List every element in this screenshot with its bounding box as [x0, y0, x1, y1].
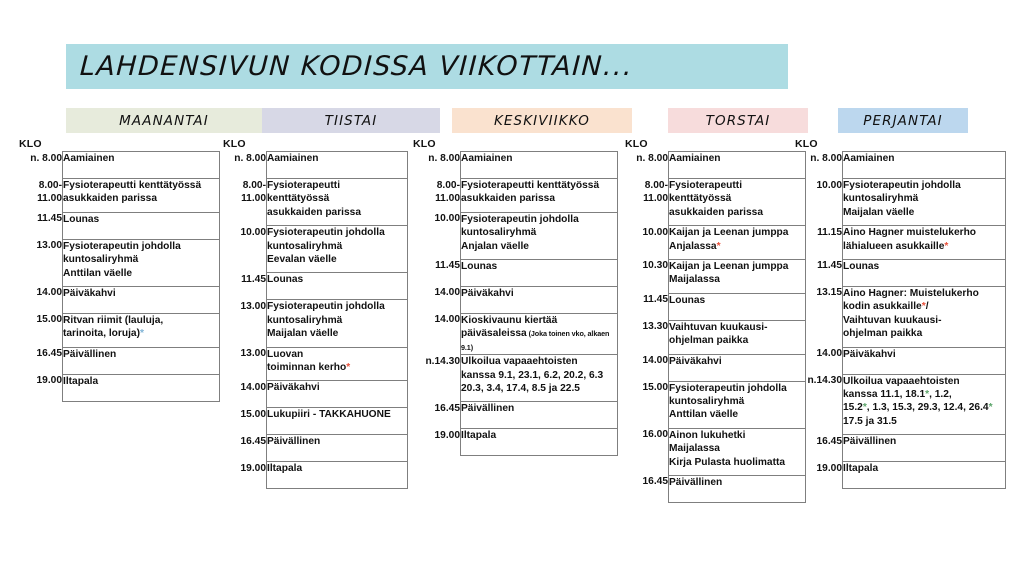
- schedule-row: [18, 347, 220, 374]
- activity-line: Aino Hagner: Muistelukerho: [843, 287, 979, 299]
- schedule-activity: [63, 179, 220, 213]
- schedule-row: [222, 273, 408, 300]
- schedule-time: 15.00: [240, 408, 266, 420]
- activity-line: Päiväkahvi: [63, 287, 116, 299]
- activity-line: asukkaiden parissa: [63, 193, 158, 205]
- activity-line: Päiväkahvi: [669, 355, 722, 367]
- schedule-time: 11.45: [643, 294, 668, 306]
- activity-line: Luovan: [267, 348, 304, 360]
- schedule-time: n. 8.00: [428, 152, 460, 164]
- schedule-activity: [461, 152, 618, 179]
- activity-line: lähialueen asukkaille*: [843, 240, 949, 252]
- schedule-activity: [461, 429, 618, 456]
- activity-line: Aamiainen: [669, 153, 721, 164]
- schedule-time: 10.30: [642, 260, 668, 272]
- activity-line: Päivällinen: [843, 436, 897, 448]
- klo-label-keskiviikko: KLO: [413, 138, 436, 150]
- schedule-time: 11.45: [37, 213, 62, 225]
- schedule-row: [624, 381, 806, 428]
- schedule-activity: [843, 179, 1006, 226]
- activity-line: kuntosaliryhmä: [267, 240, 343, 252]
- schedule-time: 11.15: [817, 226, 842, 238]
- schedule-activity: [63, 313, 220, 347]
- activity-line: Päivällinen: [461, 403, 515, 415]
- activity-line: Aamiainen: [843, 153, 895, 164]
- schedule-activity: [843, 374, 1006, 435]
- schedule-time: n.14.30: [425, 355, 460, 367]
- activity-line: Ulkoilua vapaaehtoisten: [461, 356, 578, 368]
- activity-line: Fysioterapeutti: [267, 180, 341, 191]
- schedule-time: 13.30: [642, 321, 668, 333]
- schedule-activity: [267, 381, 408, 408]
- activity-line: Aamiainen: [63, 153, 115, 164]
- schedule-activity: [843, 462, 1006, 489]
- activity-line: Anjalassa*: [669, 240, 721, 252]
- activity-line: tarinoita, loruja)*: [63, 328, 144, 340]
- day-header-keskiviikko: KESKIVIIKKO: [452, 108, 632, 133]
- schedule-row: [412, 212, 618, 259]
- schedule-time: 13.00: [240, 300, 266, 312]
- activity-line: Fysioterapeutti kenttätyössä: [461, 180, 600, 191]
- activity-line: kuntosaliryhmä: [267, 314, 343, 326]
- activity-line: Iltapala: [461, 430, 497, 442]
- schedule-row: [222, 152, 408, 179]
- activity-line: ohjelman paikka: [669, 335, 749, 347]
- schedule-row: [222, 435, 408, 462]
- klo-label-torstai: KLO: [625, 138, 648, 150]
- schedule-column-maanantai: [18, 138, 220, 402]
- asterisk-marker: *: [925, 388, 930, 400]
- activity-line: Päivällinen: [267, 436, 321, 448]
- schedule-time: 16.45: [642, 476, 668, 488]
- schedule-time: 13.00: [240, 348, 266, 360]
- klo-label-perjantai: KLO: [795, 138, 818, 150]
- schedule-time: 19.00: [434, 429, 460, 441]
- schedule-time: n. 8.00: [810, 152, 842, 164]
- activity-line: Fysioterapeutti: [669, 180, 743, 191]
- activity-line: Aino Hagner muistelukerho: [843, 227, 977, 239]
- activity-line: Anttilan väelle: [669, 409, 739, 421]
- schedule-time: 14.00: [434, 314, 460, 326]
- schedule-row: [222, 226, 408, 273]
- schedule-row: [18, 286, 220, 313]
- schedule-time: 16.45: [36, 348, 62, 360]
- schedule-time: 15.00: [642, 382, 668, 394]
- schedule-time: 16.45: [240, 435, 266, 447]
- page-title: LAHDENSIVUN KODISSA VIIKOTTAIN...: [79, 51, 634, 82]
- activity-line: Lounas: [461, 260, 498, 272]
- schedule-activity: [669, 226, 806, 260]
- activity-line: Vaihtuvan kuukausi-: [843, 314, 942, 326]
- schedule-activity: [267, 347, 408, 381]
- day-header-perjantai: PERJANTAI: [838, 108, 968, 133]
- activity-line: kenttätyössä: [267, 193, 330, 205]
- activity-line: Ritvan riimit (lauluja,: [63, 314, 164, 326]
- asterisk-marker: *: [346, 361, 351, 373]
- activity-line: Anjalan väelle: [461, 240, 529, 252]
- activity-line: toiminnan kerho*: [267, 361, 351, 373]
- schedule-activity: [461, 286, 618, 313]
- day-header-maanantai: MAANANTAI: [66, 108, 262, 133]
- schedule-activity: [63, 239, 220, 286]
- activity-line: kuntosaliryhmä: [63, 254, 139, 266]
- asterisk-marker: *: [139, 328, 144, 340]
- schedule-time: 10.00: [240, 226, 266, 238]
- activity-line: Päiväkahvi: [461, 287, 514, 299]
- activity-line: Lounas: [843, 260, 880, 272]
- asterisk-marker: *: [944, 240, 949, 252]
- klo-label-tiistai: KLO: [223, 138, 246, 150]
- schedule-activity: [669, 475, 806, 502]
- activity-line: Aamiainen: [461, 153, 513, 164]
- schedule-time: n. 8.00: [234, 152, 266, 164]
- schedule-row: [624, 293, 806, 320]
- schedule-row: [624, 428, 806, 475]
- activity-line: asukkaiden parissa: [461, 193, 556, 205]
- schedule-row: [222, 462, 408, 489]
- schedule-time: 11.45: [817, 260, 842, 272]
- schedule-time: 14.00: [240, 381, 266, 393]
- schedule-time: 19.00: [816, 462, 842, 474]
- activity-line: 15.2*, 1.3, 15.3, 29.3, 12.4, 26.4*: [843, 402, 993, 414]
- activity-line: Ulkoilua vapaaehtoisten: [843, 375, 960, 387]
- schedule-row: [18, 179, 220, 213]
- schedule-row: [794, 347, 1006, 374]
- schedule-row: [624, 226, 806, 260]
- activity-line: Maijalan väelle: [843, 206, 915, 218]
- schedule-row: [412, 313, 618, 354]
- schedule-row: [18, 374, 220, 401]
- schedule-activity: [843, 226, 1006, 260]
- schedule-row: [18, 212, 220, 239]
- activity-line: kuntosaliryhmä: [843, 193, 919, 205]
- activity-note: (Joka toinen vko, alkaen 9.1): [461, 329, 610, 352]
- schedule-activity: [843, 286, 1006, 347]
- activity-line: Vaihtuvan kuukausi-: [669, 321, 768, 333]
- schedule-row: [18, 152, 220, 179]
- schedule-activity: [669, 293, 806, 320]
- schedule-row: [794, 286, 1006, 347]
- schedule-row: [794, 179, 1006, 226]
- schedule-activity: [461, 313, 618, 354]
- schedule-row: [412, 179, 618, 213]
- schedule-row: [794, 152, 1006, 179]
- schedule-row: [624, 354, 806, 381]
- schedule-activity: [669, 320, 806, 354]
- schedule-time: 14.00: [36, 287, 62, 299]
- schedule-time: 13.00: [36, 240, 62, 252]
- schedule-activity: [267, 435, 408, 462]
- activity-line: Lukupiiri - TAKKAHUONE: [267, 409, 391, 421]
- activity-line: Päivällinen: [669, 476, 723, 488]
- activity-line: Päivällinen: [63, 348, 117, 360]
- activity-line: Maijalan väelle: [267, 328, 339, 340]
- schedule-activity: [267, 226, 408, 273]
- schedule-row: [412, 286, 618, 313]
- activity-line: Iltapala: [63, 375, 99, 387]
- activity-line: ohjelman paikka: [843, 328, 923, 340]
- schedule-table-tiistai: [222, 151, 408, 489]
- schedule-table-maanantai: [18, 151, 220, 402]
- schedule-time: 10.00: [642, 226, 668, 238]
- schedule-table-torstai: [624, 151, 806, 503]
- schedule-activity: [669, 259, 806, 293]
- schedule-activity: [267, 300, 408, 347]
- schedule-row: [624, 320, 806, 354]
- schedule-activity: [267, 179, 408, 226]
- activity-line: 20.3, 3.4, 17.4, 8.5 ja 22.5: [461, 383, 580, 395]
- schedule-table-keskiviikko: [412, 151, 618, 456]
- schedule-column-tiistai: [222, 138, 408, 489]
- schedule-activity: [461, 179, 618, 213]
- activity-line: Fysioterapeutin johdolla: [267, 301, 385, 313]
- schedule-activity: [63, 152, 220, 179]
- activity-line: Lounas: [669, 294, 706, 306]
- schedule-time: 10.00: [816, 179, 842, 191]
- activity-line: Kioskivaunu kiertää: [461, 314, 558, 326]
- schedule-activity: [669, 152, 806, 179]
- schedule-row: [222, 179, 408, 226]
- schedule-time: 16.45: [816, 435, 842, 447]
- schedule-column-perjantai: [794, 138, 1006, 489]
- schedule-row: [412, 402, 618, 429]
- activity-line: Päiväkahvi: [843, 348, 896, 360]
- schedule-row: [222, 300, 408, 347]
- activity-line: kuntosaliryhmä: [669, 395, 745, 407]
- schedule-time: 11.45: [241, 273, 266, 285]
- schedule-column-torstai: [624, 138, 806, 503]
- schedule-row: [18, 313, 220, 347]
- schedule-row: [794, 374, 1006, 435]
- activity-line: Ainon lukuhetki: [669, 429, 746, 441]
- schedule-row: [18, 239, 220, 286]
- schedule-activity: [843, 259, 1006, 286]
- activity-line: kuntosaliryhmä: [461, 227, 537, 239]
- schedule-row: [624, 152, 806, 179]
- schedule-row: [624, 179, 806, 226]
- activity-line: Iltapala: [267, 463, 303, 475]
- schedule-activity: [843, 347, 1006, 374]
- schedule-time: 19.00: [240, 462, 266, 474]
- schedule-row: [222, 408, 408, 435]
- schedule-time: n. 8.00: [636, 152, 668, 164]
- day-header-torstai: TORSTAI: [668, 108, 808, 133]
- schedule-activity: [461, 402, 618, 429]
- schedule-column-keskiviikko: [412, 138, 618, 456]
- activity-line: Aamiainen: [267, 153, 319, 164]
- schedule-time: n. 8.00: [30, 152, 62, 164]
- activity-line: Maijalassa: [669, 443, 720, 455]
- schedule-row: [794, 435, 1006, 462]
- schedule-time: 14.00: [816, 348, 842, 360]
- activity-line: Maijalassa: [669, 274, 720, 286]
- schedule-row: [222, 347, 408, 381]
- activity-line: Eevalan väelle: [267, 254, 337, 265]
- schedule-row: [624, 475, 806, 502]
- activity-line: kanssa 11.1, 18.1*, 1.2,: [843, 388, 952, 400]
- schedule-activity: [461, 212, 618, 259]
- schedule-row: [412, 259, 618, 286]
- asterisk-marker: *: [988, 402, 993, 414]
- schedule-activity: [63, 212, 220, 239]
- schedule-row: [624, 259, 806, 293]
- activity-line: Kaijan ja Leenan jumppa: [669, 260, 789, 272]
- schedule-activity: [63, 286, 220, 313]
- activity-line: Lounas: [267, 274, 304, 286]
- day-header-tiistai: TIISTAI: [262, 108, 440, 133]
- asterisk-marker: *: [921, 301, 926, 313]
- schedule-time: 16.45: [434, 402, 460, 414]
- activity-line: kenttätyössä: [669, 193, 732, 205]
- activity-line: Fysioterapeutin johdolla: [63, 240, 181, 252]
- schedule-activity: [63, 374, 220, 401]
- asterisk-marker: *: [862, 402, 867, 414]
- schedule-time: 14.00: [642, 355, 668, 367]
- schedule-activity: [267, 273, 408, 300]
- schedule-row: [412, 355, 618, 402]
- schedule-activity: [669, 179, 806, 226]
- activity-line: asukkaiden parissa: [267, 206, 362, 218]
- activity-line: Anttilan väelle: [63, 267, 133, 279]
- schedule-activity: [843, 152, 1006, 179]
- activity-line: Lounas: [63, 213, 100, 225]
- schedule-time: 11.45: [435, 260, 460, 272]
- schedule-activity: [461, 259, 618, 286]
- activity-line: Kirja Pulasta huolimatta: [669, 456, 786, 468]
- schedule-row: [794, 259, 1006, 286]
- schedule-row: [222, 381, 408, 408]
- schedule-activity: [461, 355, 618, 402]
- schedule-time: 10.00: [434, 213, 460, 225]
- asterisk-marker: *: [716, 240, 721, 252]
- schedule-time: 8.00- 11.00: [435, 179, 460, 204]
- klo-label-maanantai: KLO: [19, 138, 42, 150]
- activity-line: Päiväkahvi: [267, 382, 320, 394]
- schedule-activity: [267, 152, 408, 179]
- schedule-activity: [63, 347, 220, 374]
- schedule-time: 8.00- 11.00: [241, 179, 266, 204]
- activity-line: 17.5 ja 31.5: [843, 415, 897, 427]
- activity-line: Kaijan ja Leenan jumppa: [669, 227, 789, 239]
- activity-line: Fysioterapeutin johdolla: [669, 382, 787, 394]
- activity-line: päiväsaleissa (Joka toinen vko, alkaen 9.1): [461, 328, 610, 352]
- schedule-activity: [669, 428, 806, 475]
- schedule-time: 15.00: [36, 314, 62, 326]
- schedule-time: 16.00: [642, 429, 668, 441]
- schedule-activity: [669, 354, 806, 381]
- schedule-time: 8.00- 11.00: [37, 179, 62, 204]
- schedule-time: 13.15: [816, 287, 842, 299]
- schedule-time: 8.00- 11.00: [643, 179, 668, 204]
- schedule-time: 19.00: [36, 375, 62, 387]
- schedule-activity: [669, 381, 806, 428]
- schedule-row: [412, 152, 618, 179]
- schedule-time: n.14.30: [807, 375, 842, 387]
- activity-line: Fysioterapeutin johdolla: [461, 213, 579, 225]
- activity-line: asukkaiden parissa: [669, 206, 764, 218]
- schedule-activity: [843, 435, 1006, 462]
- schedule-row: [412, 429, 618, 456]
- schedule-row: [794, 226, 1006, 260]
- schedule-activity: [267, 408, 408, 435]
- activity-line: Fysioterapeutti kenttätyössä: [63, 180, 202, 191]
- activity-line: kodin asukkaille*/: [843, 301, 929, 313]
- activity-line: kanssa 9.1, 23.1, 6.2, 20.2, 6.3: [461, 369, 604, 381]
- schedule-table-perjantai: [794, 151, 1006, 489]
- activity-line: Fysioterapeutin johdolla: [843, 180, 961, 191]
- schedule-row: [794, 462, 1006, 489]
- schedule-time: 14.00: [434, 287, 460, 299]
- page-title-banner: [66, 44, 788, 89]
- activity-line: Fysioterapeutin johdolla: [267, 227, 385, 239]
- activity-line: Iltapala: [843, 463, 879, 475]
- schedule-activity: [267, 462, 408, 489]
